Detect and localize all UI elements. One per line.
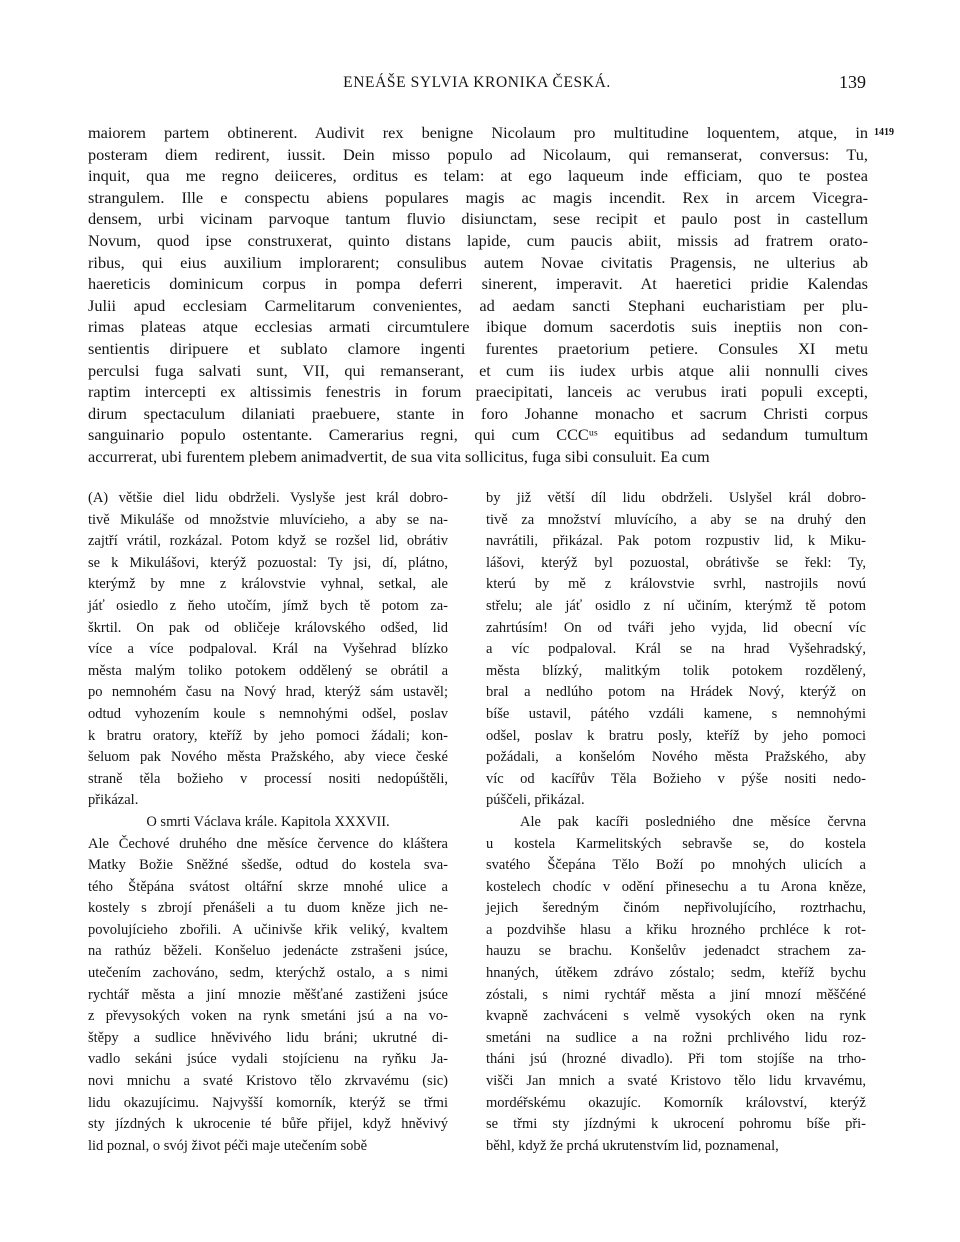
text-line: Novum, quod ipse construxerat, quinto distans lapide, cum paucis abiit, missis ad fratrem orato- [88,230,868,250]
text-line: sentientis diripuere et sublato clamore ingenti furentes praetorium petiere. Consules XI metu [88,338,868,358]
text-line: bíše ustavil, pátého vzdáli kamene, s nemnohými [486,705,866,722]
text-line: zajtří vrátil, rozkázal. Potom když se rozšel lid, obrátiv [88,533,448,550]
text-line: tého Štěpána svátost oltářní skrze mnohé ulice a [88,878,448,895]
text-line: višči Jan mnich a svaté Kristovo tělo lidu krvavému, [486,1073,866,1090]
text-line: sty jízdných k ukrocenie té bůře přijel, když hněvivý [88,1116,448,1133]
text-line: z převysokých voken na rynk smetáni jsú a na vo- [88,1008,448,1025]
text-line: se třmi sty jízdnými k ukrocení pohromu bíše při- [486,1116,866,1133]
text-line: densem, urbi vicinam parvoque tantum fluvio disiunctam, sese recipit et paulo post in castellum [88,209,868,229]
text-line: kterú by mě z královstvie svrhl, nastrojils novú [486,576,866,593]
text-line: vadlo sekáni jsúce vydali stojícienu na ryňku Ja- [88,1051,448,1068]
text-line: víc od kacířův Těla Božieho v pýše nositi nedo- [486,770,866,787]
text-line: Julii apud ecclesiam Carmelitarum convenientes, ad aedam sancti Stephani eucharistiam per plu- [88,295,868,315]
text-line: svatého Ščepána Tělo Boží po mnohých ulicích a [486,857,866,874]
text-line: dirum spectaculum dilaniati praebuere, stante in foro Johanne monacho et sacrum Christi corpus [88,403,868,423]
text-line: k bratru oratory, kteříž by jeho pomoci žádali; kon- [88,727,448,744]
text-line: O smrti Václava krále. Kapitola XXXVII. [146,813,390,830]
text-line: rychtář města a jiní mnozie měšťané zastiženi jsúce [88,986,448,1003]
text-line: po nemnohém času na Nový hrad, kterýž sám ustavěl; [88,684,448,701]
text-line: tivě za množství mluvícího, a aby se na druhý den [486,511,866,528]
page-number: 139 [839,72,866,92]
text-line: lid poznal, o svój život péči maje utečením sobě [88,1137,368,1154]
text-line: strangulem. Ille e conspectu abiens populares magis ac magis incendit. Rex in arcem Vicegra- [88,187,868,207]
text-line: kterýmž by mne z královstvie vyhnal, setkal, ale [88,576,448,593]
text-line: hnaných, útěkem zdrávo zóstalo; sedm, kteříž bychu [486,965,866,982]
text-line: hauzu se brachu. Konšelův jedenadct strachem za- [486,943,866,960]
text-line: více a více podpaloval. Král na Vyšehrad blízko [88,641,448,658]
czech-column-a [88,488,448,1157]
text-line: haereticis dominicum corpus in pompa deferri sinerent, imperavit. At haeretici pridie Kalendas [88,274,868,294]
text-line: lášovi, kterýž byl pozuostal, obrátivše se řekl: Ty, [486,554,866,571]
margin-year: 1419 [874,127,894,138]
latin-text-block [88,122,868,468]
text-line: Matky Božie Sněžné sšedše, odtud do kostela sva- [88,857,448,874]
text-line: bral a nedlúho potom na Hrádek Nový, kterýž on [486,684,866,701]
text-line: odšel, poslav k bratru posly, kteříž by jeho pomoci [486,727,866,744]
text-line: odtud vyhozením koule s nemnohými odšel, poslav [88,705,448,722]
text-line: škrtil. On pak od obličeje královského odšed, lid [88,619,448,636]
czech-column-b [486,488,866,1157]
text-line: ribus, qui eius auxilium implorarent; consulibus autem Novae civitatis Pragensis, ne ulterius ab [88,252,868,272]
text-line: (A) většie diel lidu obdrželi. Vyslyše jest král dobro- [88,490,448,506]
text-line: novi mnichu a svaté Kristovo tělo zkrvavému (sic) [88,1073,448,1090]
text-line: přikázal. [88,792,139,809]
text-line: accurrerat, ubi furentem plebem animadvertit, de sua vita sollicitus, fuga sibi consuluit. Ea cum [88,446,710,466]
text-line: inquit, qua me regno deiiceres, orditus es telam: at ego laqueum inde efficiam, quo te postea [88,166,868,186]
text-line: utečením zachováno, sedm, kterýchž ostalo, a s nimi [88,965,448,982]
text-line: jáť osiedlo z ňeho utočím, jímž bych tě potom za- [88,597,448,614]
text-line: raptim intercepti ex altissimis fenestris in forum praecipitati, lanceis ac verubus irati populi excepti, [88,382,868,402]
text-line: rimas plateas atque ecclesias armati circumtulere ibique domum sacerdotis suis ineptiis non con- [88,317,868,337]
text-line: Ale pak kacíři posledniého dne měsíce června [520,813,866,830]
text-line: běhl, když že prchá ukrutenstvím lid, poznamenal, [486,1137,779,1154]
text-line: kostely s zbrojí přenášeli a tu duom kněze jich ne- [88,900,448,917]
text-line: a pozdvihše hlasu a křiku hrozného prchléce k rot- [486,921,866,938]
text-line: lidu okazujícimu. Najvyšší komorník, kterýž se třmi [88,1094,448,1111]
text-line: maiorem partem obtinerent. Audivit rex benigne Nicolaum pro multitudine loquentem, atque, in [88,123,868,142]
text-line: mordéřskému okazujíc. Komorník království, kterýž [486,1094,866,1111]
text-line: perculsi fuga salvati sunt, VII, qui remanserant, et cum iis iudex urbis atque alii nonnulli cives [88,360,868,380]
running-title: ENEÁŠE SYLVIA KRONIKA ČESKÁ. [343,74,611,91]
text-line: by již větší díl lidu obdrželi. Uslyšel král dobro- [486,490,866,506]
text-line: zahrtúsím! On od tváři jeho vyjda, lid obecní víc [486,619,866,636]
text-line: kostelech chodíc v odění přinesechu a tu Arona kněze, [486,878,866,895]
text-line: povolujícieho zbořili. A učinivše křik veliký, kvaltem [88,921,448,938]
text-line: jejich šeredným činóm nepřivolujícího, roztrhachu, [486,900,866,917]
text-line: požádali, a konšelóm Nového města Pražského, aby [486,749,866,766]
text-line: města malým toliko potokem oddělený se obrátil a [88,662,448,679]
text-line: posteram diem redirent, iussit. Dein misso populo ad Nicolaum, qui remanserat, conversus: Tu, [88,144,868,164]
text-line: straně těla božieho v processí nositi nedopúštěli, [88,770,448,787]
text-line: zóstali, s nimi rychtář města a jiní mnozí měščéné [486,986,866,1003]
text-line: a víc podpaloval. Král se na hrad Vyšehradský, [486,641,866,658]
text-line: Ale Čechové druhého dne měsíce července do kláštera [88,835,448,852]
text-line: tivě Mikuláše od množstvie mluvícieho, a aby se na- [88,511,448,528]
text-line: na rathúz běželi. Konšeluo jedenácte zstrašeni jsúce, [88,943,448,960]
text-line: navrátili, přikázal. Pak potom rozpustiv lid, k Miku- [486,533,866,550]
text-line: střelu; ale jáť osidlo z ní učiním, kterýmž tě potom [486,597,866,614]
text-line: smetáni na sudlice a na rožni prchlivého lidu roz- [486,1029,866,1046]
text-line: štěpy a sudlice hněvivého lidu bráni; ukrutné di- [88,1029,448,1046]
text-line: šeluom pak Nového města Pražského, aby viece české [88,749,448,766]
page-header [88,74,866,100]
text-line: tháni jsú (hrozné divadlo). Při tom stojíše na trho- [486,1051,866,1068]
text-line: města blízký, malitkým tolik potokem rozdělený, [486,662,866,679]
text-line: sanguinario populo ostentante. Camerarius regni, qui cum CCCᵘˢ equitibus ad sedandum tumultum [88,425,868,445]
text-line: púščeli, přikázal. [486,792,585,809]
text-line: u kostela Karmelitských sebravše se, do kostela [486,835,866,852]
text-line: kvapně zachváceni s velmě vysokých oken na rynk [486,1008,866,1025]
text-line: se k Mikulášovi, kterýž pozuostal: Ty jsi, dí, plátno, [88,554,448,571]
